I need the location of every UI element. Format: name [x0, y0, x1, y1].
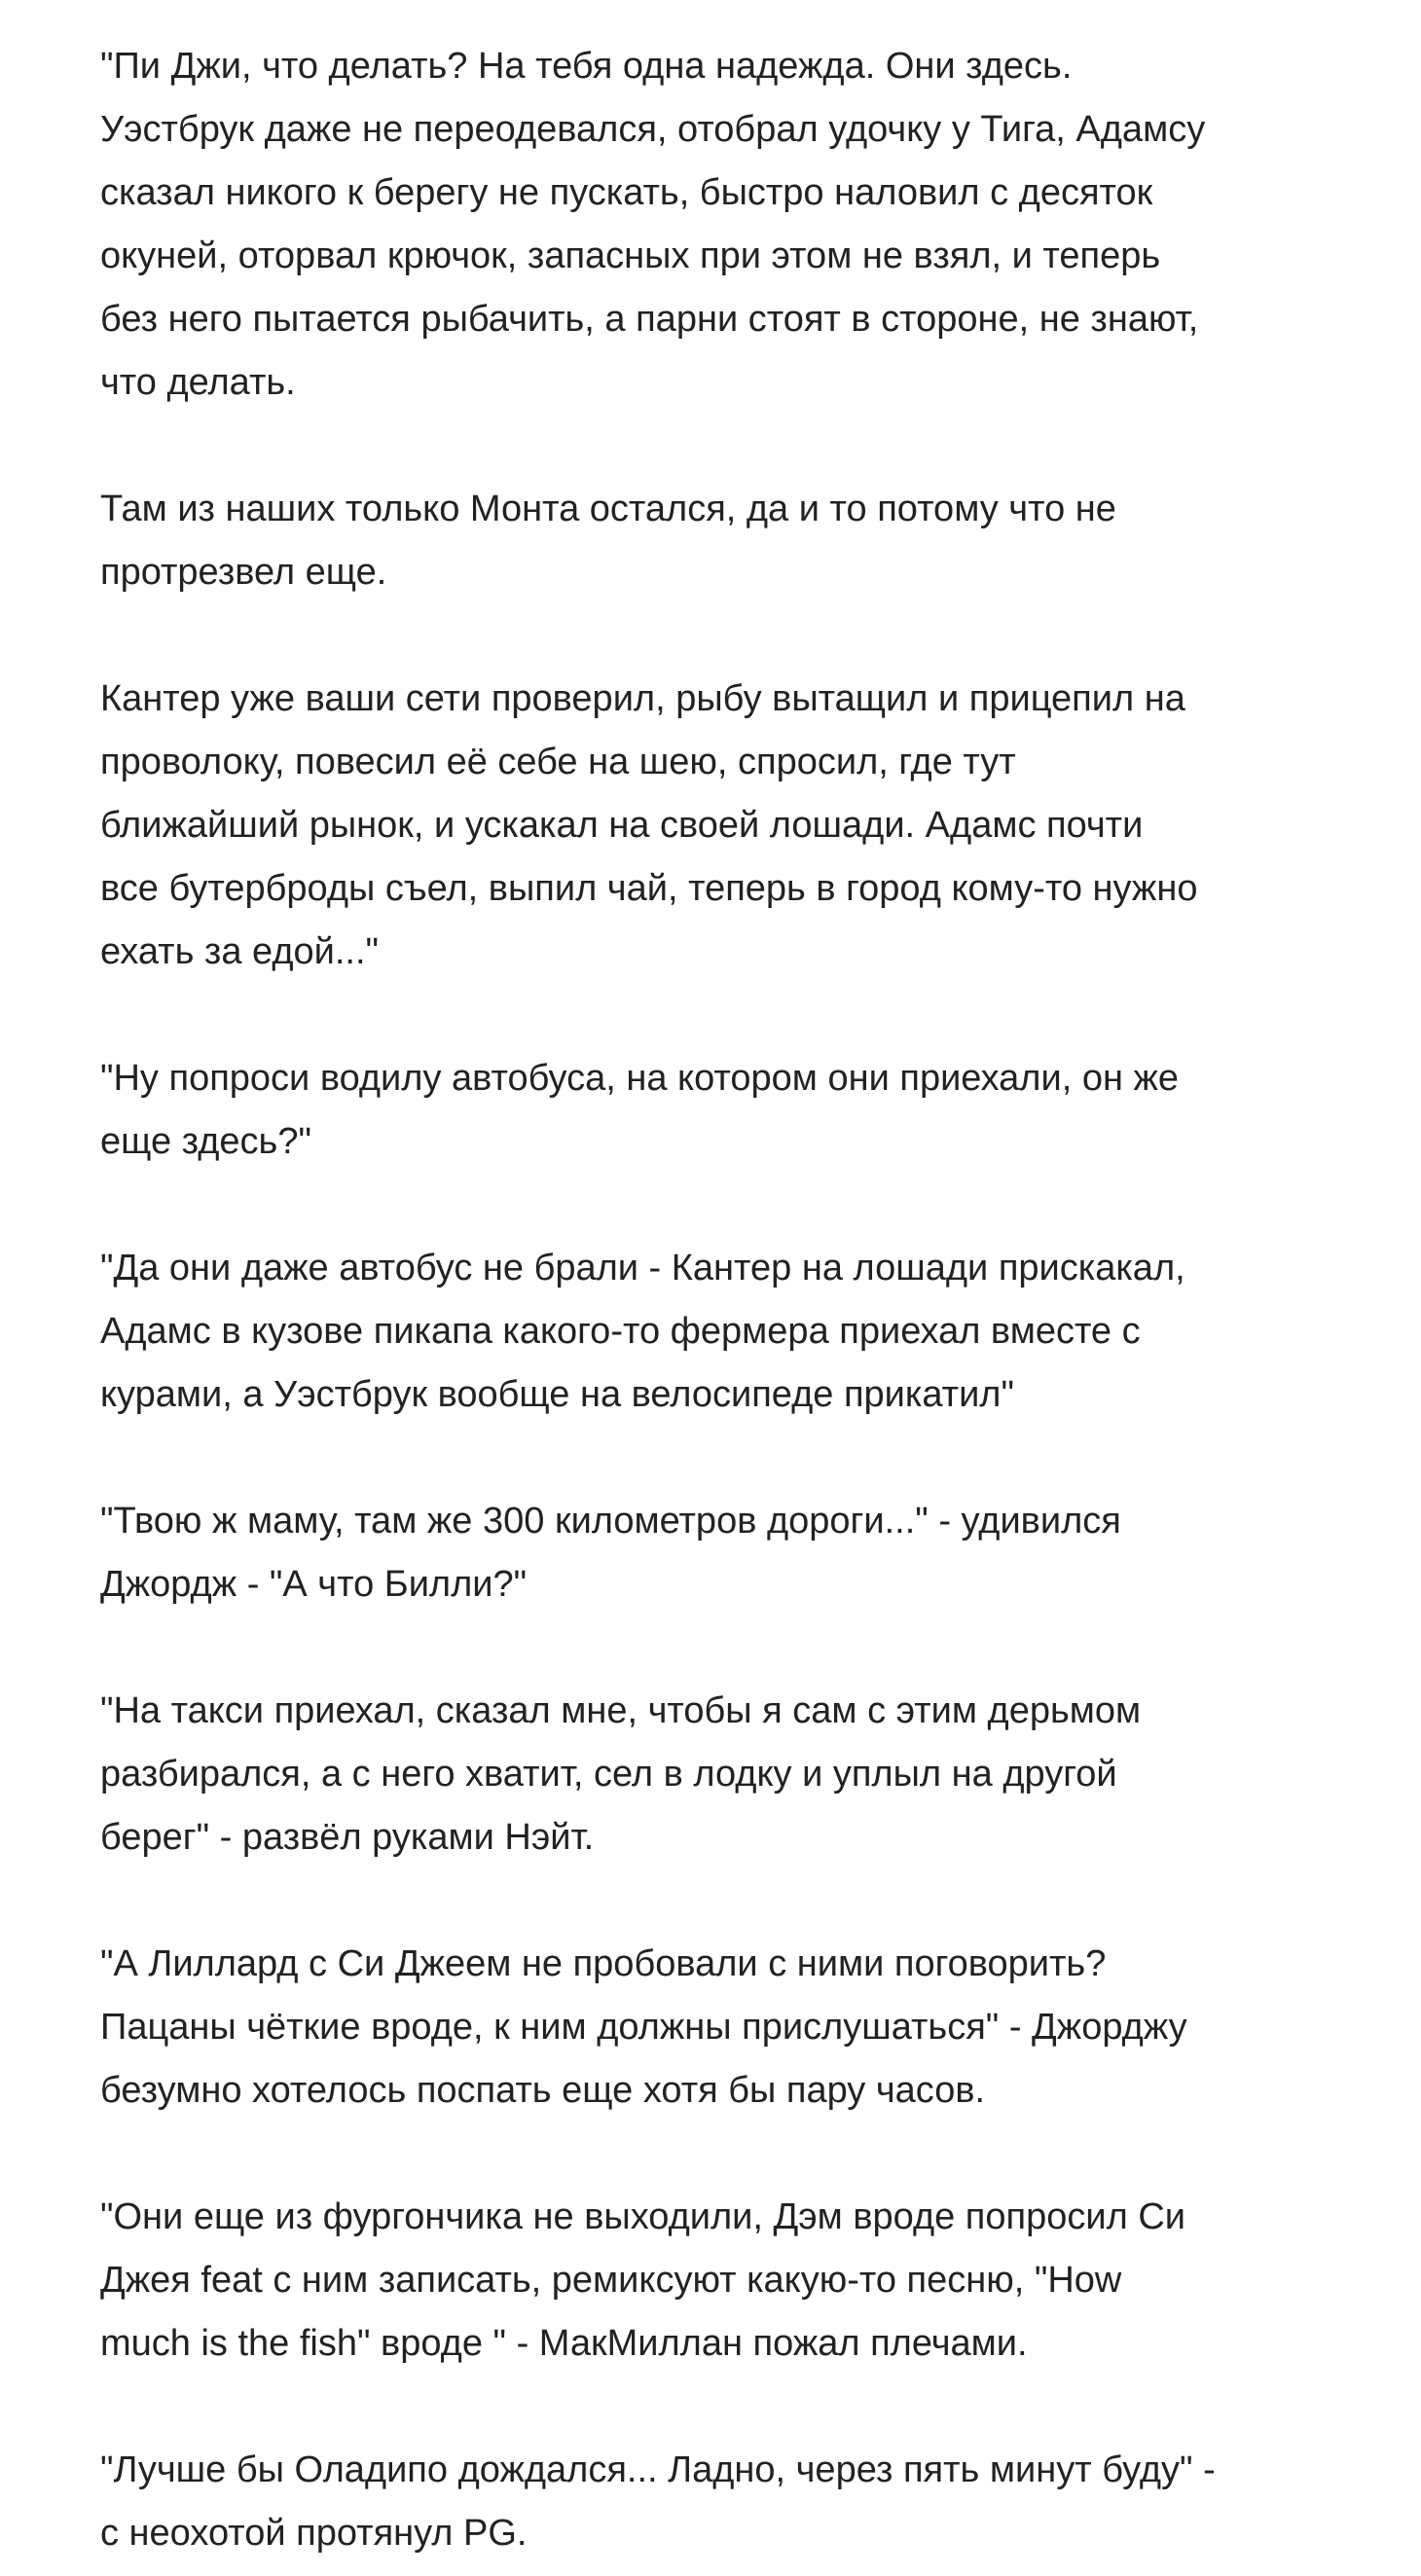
paragraph: "Они еще из фургончика не выходили, Дэм вроде попросил Си Джея feat с ним записать, ремиксуют какую-то песню, "How much is the fish" вроде " - МакМиллан пожал плечами. — [100, 2196, 1185, 2364]
paragraph: "Ну попроси водилу автобуса, на котором они приехали, он же еще здесь?" — [100, 1058, 1180, 1162]
paragraph: "Пи Джи, что делать? На тебя одна надежда. Они здесь. Уэстбрук даже не переодевался, отобрал удочку у Тига, Адамсу сказал никого к берегу не пускать, быстро наловил с десяток окуней, оторвал крючок, запасных при этом не взял, и теперь без него пытается рыбачить, а парни стоят в стороне, не знают, что делать. — [100, 46, 1206, 403]
paragraph: Кантер уже ваши сети проверил, рыбу вытащил и прицепил на проволоку, повесил её себе на шею, спросил, где тут ближайший рынок, и ускакал на своей лошади. Адамс почти все бутерброды съел, выпил чай, теперь в город кому-то нужно ехать за едой..." — [100, 678, 1198, 972]
paragraph: "А Лиллард с Си Джеем не пробовали с ними поговорить? Пацаны чёткие вроде, к ним должны прислушаться" - Джорджу безумно хотелось поспать еще хотя бы пару часов. — [100, 1943, 1187, 2111]
paragraph: Там из наших только Монта остался, да и то потому что не протрезвел еще. — [100, 489, 1116, 593]
paragraph: "Лучше бы Оладипо дождался... Ладно, через пять минут буду" - с неохотой протянул PG. — [100, 2449, 1216, 2554]
paragraph: "Твою ж маму, там же 300 километров дороги..." - удивился Джордж - "А что Билли?" — [100, 1501, 1121, 1605]
paragraph: "На такси приехал, сказал мне, чтобы я сам с этим дерьмом разбирался, а с него хватит, сел в лодку и уплыл на другой берег" - развёл руками Нэйт. — [100, 1690, 1142, 1858]
article-body — [100, 35, 1395, 2565]
paragraph: "Да они даже автобус не брали - Кантер на лошади прискакал, Адамс в кузове пикапа какого-то фермера приехал вместе с курами, а Уэстбрук вообще на велосипеде прикатил" — [100, 1248, 1185, 1415]
